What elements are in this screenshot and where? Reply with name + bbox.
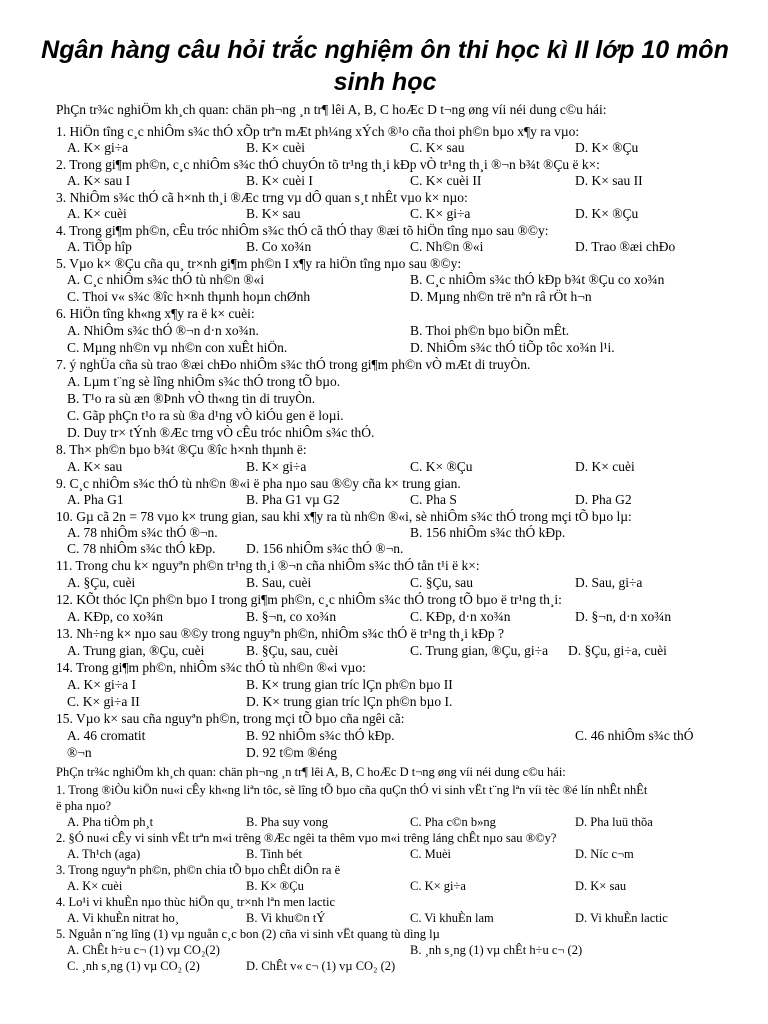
answer-option: A. Trung gian, ®Çu, cuèi (67, 643, 205, 658)
answer-option: D. Pha G2 (575, 492, 632, 507)
answer-option: A. K× cuèi (67, 206, 127, 221)
answer-option: D. Mµng nh©n trë nªn râ rÖt h¬n (410, 289, 592, 304)
question-text: 14. Trong gi¶m ph©n, nhiÔm s¾c thÓ tù nh©n ®«i vµo: (56, 660, 366, 675)
question-text: 1. Trong ®iÒu kiÖn nu«i cÊy kh«ng liªn tôc, sè lîng tÕ bµo cña quÇn thÓ vi sinh vËt t¨ng lªn víi tèc ®é lín nhÊt nhÊt (56, 783, 648, 797)
question-text: 5. Nguån n¨ng lîng (1) vµ nguån c¸c bon (2) cña vi sinh vËt quang tù dìng lµ (56, 927, 440, 941)
answer-option: B. T¹o ra sù æn ®Þnh vÒ th«ng tin di truyÒn. (67, 391, 316, 406)
section-intro: PhÇn tr¾c nghiÖm kh¸ch quan: chän ph¬ng ¸n tr¶ lêi A, B, C hoÆc D t¬ng øng víi néi dung c©u hái: (56, 102, 607, 117)
answer-option: B. Vi khu©n tÝ (246, 911, 326, 925)
answer-option: B. ¸nh s¸ng (1) vµ chÊt h÷u c¬ (2) (410, 943, 583, 957)
question-text: 10. Gµ cã 2n = 78 vµo k× trung gian, sau khi x¶y ra tù nh©n ®«i, sè nhiÔm s¾c thÓ trong mçi tÕ bµo lµ: (56, 509, 632, 524)
answer-option: C. Gãp phÇn t¹o ra sù ®a d¹ng vÒ kiÓu gen ë loµi. (67, 408, 344, 423)
question-text: 2. Trong gi¶m ph©n, c¸c nhiÔm s¾c thÓ chuyÓn tõ tr¹ng th¸i kÐp vÒ tr¹ng th¸i ®¬n b¾t ®Çu ë k×: (56, 157, 600, 172)
answer-option: C. K× ®Çu (410, 459, 473, 474)
question-text: 7. ý nghÜa cña sù trao ®æi chÐo nhiÔm s¾c thÓ trong gi¶m ph©n vÒ mÆt di truyÒn. (56, 357, 531, 372)
answer-option: C. Pha c©n b»ng (410, 815, 496, 829)
question-text: 8. Th× ph©n bµo b¾t ®Çu ®îc h×nh thµnh ë: (56, 442, 307, 457)
answer-option: C. KÐp, d·n xo¾n (410, 609, 511, 624)
page-title: Ngân hàng câu hỏi trắc nghiệm ôn thi học kì II lớp 10 môn sinh học (41, 36, 729, 96)
answer-option: D. K× trung gian tríc lÇn ph©n bµo I. (246, 694, 453, 709)
answer-option: A. K× gi÷a I (67, 677, 137, 692)
answer-option: B. §¬n, co xo¾n (246, 609, 337, 624)
answer-option: A. 46 cromatit (67, 728, 146, 743)
answer-option: A. ChÊt h÷u c¬ (1) vµ CO₂(2) (67, 943, 220, 957)
answer-option: D. Duy tr× tÝnh ®Æc trng vÒ cÊu tróc nhiÔm s¾c thÓ. (67, 425, 375, 440)
answer-option: D. Vi khuÈn lactic (575, 911, 668, 925)
answer-option: C. K× gi÷a (410, 206, 471, 221)
answer-option: D. 156 nhiÔm s¾c thÓ ®¬n. (246, 541, 404, 556)
answer-option: D. Níc c¬m (575, 847, 634, 861)
answer-option: C. §Çu, sau (410, 575, 474, 590)
answer-option: B. Tinh bét (246, 847, 302, 861)
answer-option: D. Pha luü thõa (575, 815, 653, 829)
answer-option: C. Thoi v« s¾c ®îc h×nh thµnh hoµn chØnh (67, 289, 311, 304)
answer-option: A. K× gi÷a (67, 140, 129, 155)
answer-option: D. Trao ®æi chÐo (575, 239, 676, 254)
answer-option: D. K× sau II (575, 173, 643, 188)
answer-option: D. 92 t©m ®éng (246, 745, 338, 760)
question-text: 15. Vµo k× sau cña nguyªn ph©n, trong mçi tÕ bµo cña ngêi cã: (56, 711, 405, 726)
answer-option: A. K× cuèi (67, 879, 123, 893)
answer-option: B. Sau, cuèi (246, 575, 312, 590)
answer-option: B. Pha suy vong (246, 815, 328, 829)
answer-option: D. K× ®Çu (575, 206, 639, 221)
answer-option: C. 46 nhiÔm s¾c thÓ (575, 728, 694, 743)
answer-option: A. Pha tiÒm ph¸t (67, 815, 154, 829)
question-text: 3. Trong nguyªn ph©n, ph©n chia tÕ bµo chÊt diÔn ra ë (56, 863, 341, 877)
answer-option: B. K× ®Çu (246, 879, 304, 893)
answer-option: D. ChÊt v« c¬ (1) vµ CO₂ (2) (246, 959, 396, 973)
answer-option: A. K× sau I (67, 173, 131, 188)
answer-option: D. K× sau (575, 879, 627, 893)
answer-option: B. K× cuèi (246, 140, 305, 155)
question-text: 9. C¸c nhiÔm s¾c thÓ tù nh©n ®«i ë pha nµo sau ®©y cña k× trung gian. (56, 476, 461, 491)
question-text: 1. HiÖn tîng c¸c nhiÔm s¾c thÓ xÕp trªn mÆt ph¼ng xÝch ®¹o cña thoi ph©n bµo x¶y ra vµo: (56, 124, 580, 139)
answer-option: A. Pha G1 (67, 492, 124, 507)
answer-option-continued: ®¬n (67, 745, 92, 760)
answer-option: C. Pha S (410, 492, 457, 507)
answer-option: B. Pha G1 vµ G2 (246, 492, 340, 507)
question-text: 5. Vµo k× ®Çu cña qu¸ tr×nh gi¶m ph©n I x¶y ra hiÖn tîng nµo sau ®©y: (56, 256, 462, 271)
answer-option: C. K× gi÷a (410, 879, 466, 893)
answer-option: A. KÐp, co xo¾n (67, 609, 163, 624)
answer-option: B. Thoi ph©n bµo biÕn mÊt. (410, 323, 570, 338)
question-text: 3. NhiÔm s¾c thÓ cã h×nh th¸i ®Æc trng vµ dÔ quan s¸t nhÊt vµo k× nµo: (56, 190, 468, 205)
answer-option: B. Co xo¾n (246, 239, 312, 254)
answer-option: A. Th¹ch (aga) (67, 847, 141, 861)
answer-option: C. K× gi÷a II (67, 694, 140, 709)
answer-option: B. K× sau (246, 206, 301, 221)
question-text: 12. KÕt thóc lÇn ph©n bµo I trong gi¶m ph©n, c¸c nhiÔm s¾c thÓ trong tÕ bµo ë tr¹ng th¸i: (56, 592, 562, 607)
question-text: 2. §Ó nu«i cÊy vi sinh vËt trªn m«i trêng ®Æc ngêi ta thêm vµo m«i trêng láng chÊt nµo sau ®©y? (56, 831, 557, 845)
section-intro: PhÇn tr¾c nghiÖm kh¸ch quan: chän ph¬ng ¸n tr¶ lêi A, B, C hoÆc D t¬ng øng víi néi dung c©u hái: (56, 765, 566, 779)
question-text: 4. Lo¹i vi khuÈn nµo thùc hiÖn qu¸ tr×nh lªn men lactic (56, 895, 336, 909)
answer-option: D. §Çu, gi÷a, cuèi (568, 643, 667, 658)
answer-option: B. 156 nhiÔm s¾c thÓ kÐp. (410, 525, 566, 540)
answer-option: A. K× sau (67, 459, 123, 474)
answer-option: A. NhiÔm s¾c thÓ ®¬n d·n xo¾n. (67, 323, 259, 338)
answer-option: B. K× gi÷a (246, 459, 307, 474)
answer-option: B. K× trung gian tríc lÇn ph©n bµo II (246, 677, 453, 692)
answer-option: C. 78 nhiÔm s¾c thÓ kÐp. (67, 541, 216, 556)
question-text: 6. HiÖn tîng kh«ng x¶y ra ë k× cuèi: (56, 306, 255, 321)
answer-option: A. C¸c nhiÔm s¾c thÓ tù nh©n ®«i (67, 272, 265, 287)
answer-option: A. TiÕp hîp (67, 239, 132, 254)
answer-option: D. §¬n, d·n xo¾n (575, 609, 672, 624)
answer-option: C. ¸nh s¸ng (1) vµ CO₂ (2) (67, 959, 200, 973)
answer-option: C. Trung gian, ®Çu, gi÷a (410, 643, 549, 658)
answer-option: D. Sau, gi÷a (575, 575, 643, 590)
answer-option: C. Nh©n ®«i (410, 239, 484, 254)
answer-option: C. K× cuèi II (410, 173, 482, 188)
question-text: 13. Nh÷ng k× nµo sau ®©y trong nguyªn ph©n, nhiÔm s¾c thÓ ë tr¹ng th¸i kÐp ? (56, 626, 504, 641)
answer-option: B. C¸c nhiÔm s¾c thÓ kÐp b¾t ®Çu co xo¾n (410, 272, 665, 287)
answer-option: B. §Çu, sau, cuèi (246, 643, 339, 658)
question-text-continued: ë pha nµo? (56, 799, 112, 813)
answer-option: C. Mµng nh©n vµ nh©n con xuÊt hiÖn. (67, 340, 288, 355)
answer-option: D. K× cuèi (575, 459, 635, 474)
question-text: 4. Trong gi¶m ph©n, cÊu tróc nhiÔm s¾c thÓ cã thÓ thay ®æi tõ hiÖn tîng nµo sau ®©y: (56, 223, 549, 238)
answer-option: A. 78 nhiÔm s¾c thÓ ®¬n. (67, 525, 218, 540)
answer-option: C. K× sau (410, 140, 465, 155)
answer-option: D. K× ®Çu (575, 140, 639, 155)
answer-option: A. Lµm t¨ng sè lîng nhiÔm s¾c thÓ trong tÕ bµo. (67, 374, 341, 389)
answer-option: B. 92 nhiÔm s¾c thÓ kÐp. (246, 728, 395, 743)
answer-option: A. Vi khuÈn nitrat ho¸ (67, 911, 179, 925)
answer-option: C. Muèi (410, 847, 451, 861)
answer-option: D. NhiÔm s¾c thÓ tiÕp tôc xo¾n l¹i. (410, 340, 615, 355)
answer-option: B. K× cuèi I (246, 173, 313, 188)
answer-option: A. §Çu, cuèi (67, 575, 136, 590)
question-text: 11. Trong chu k× nguyªn ph©n tr¹ng th¸i ®¬n cña nhiÔm s¾c thÓ tån t¹i ë k×: (56, 558, 480, 573)
answer-option: C. Vi khuÈn lam (410, 911, 494, 925)
